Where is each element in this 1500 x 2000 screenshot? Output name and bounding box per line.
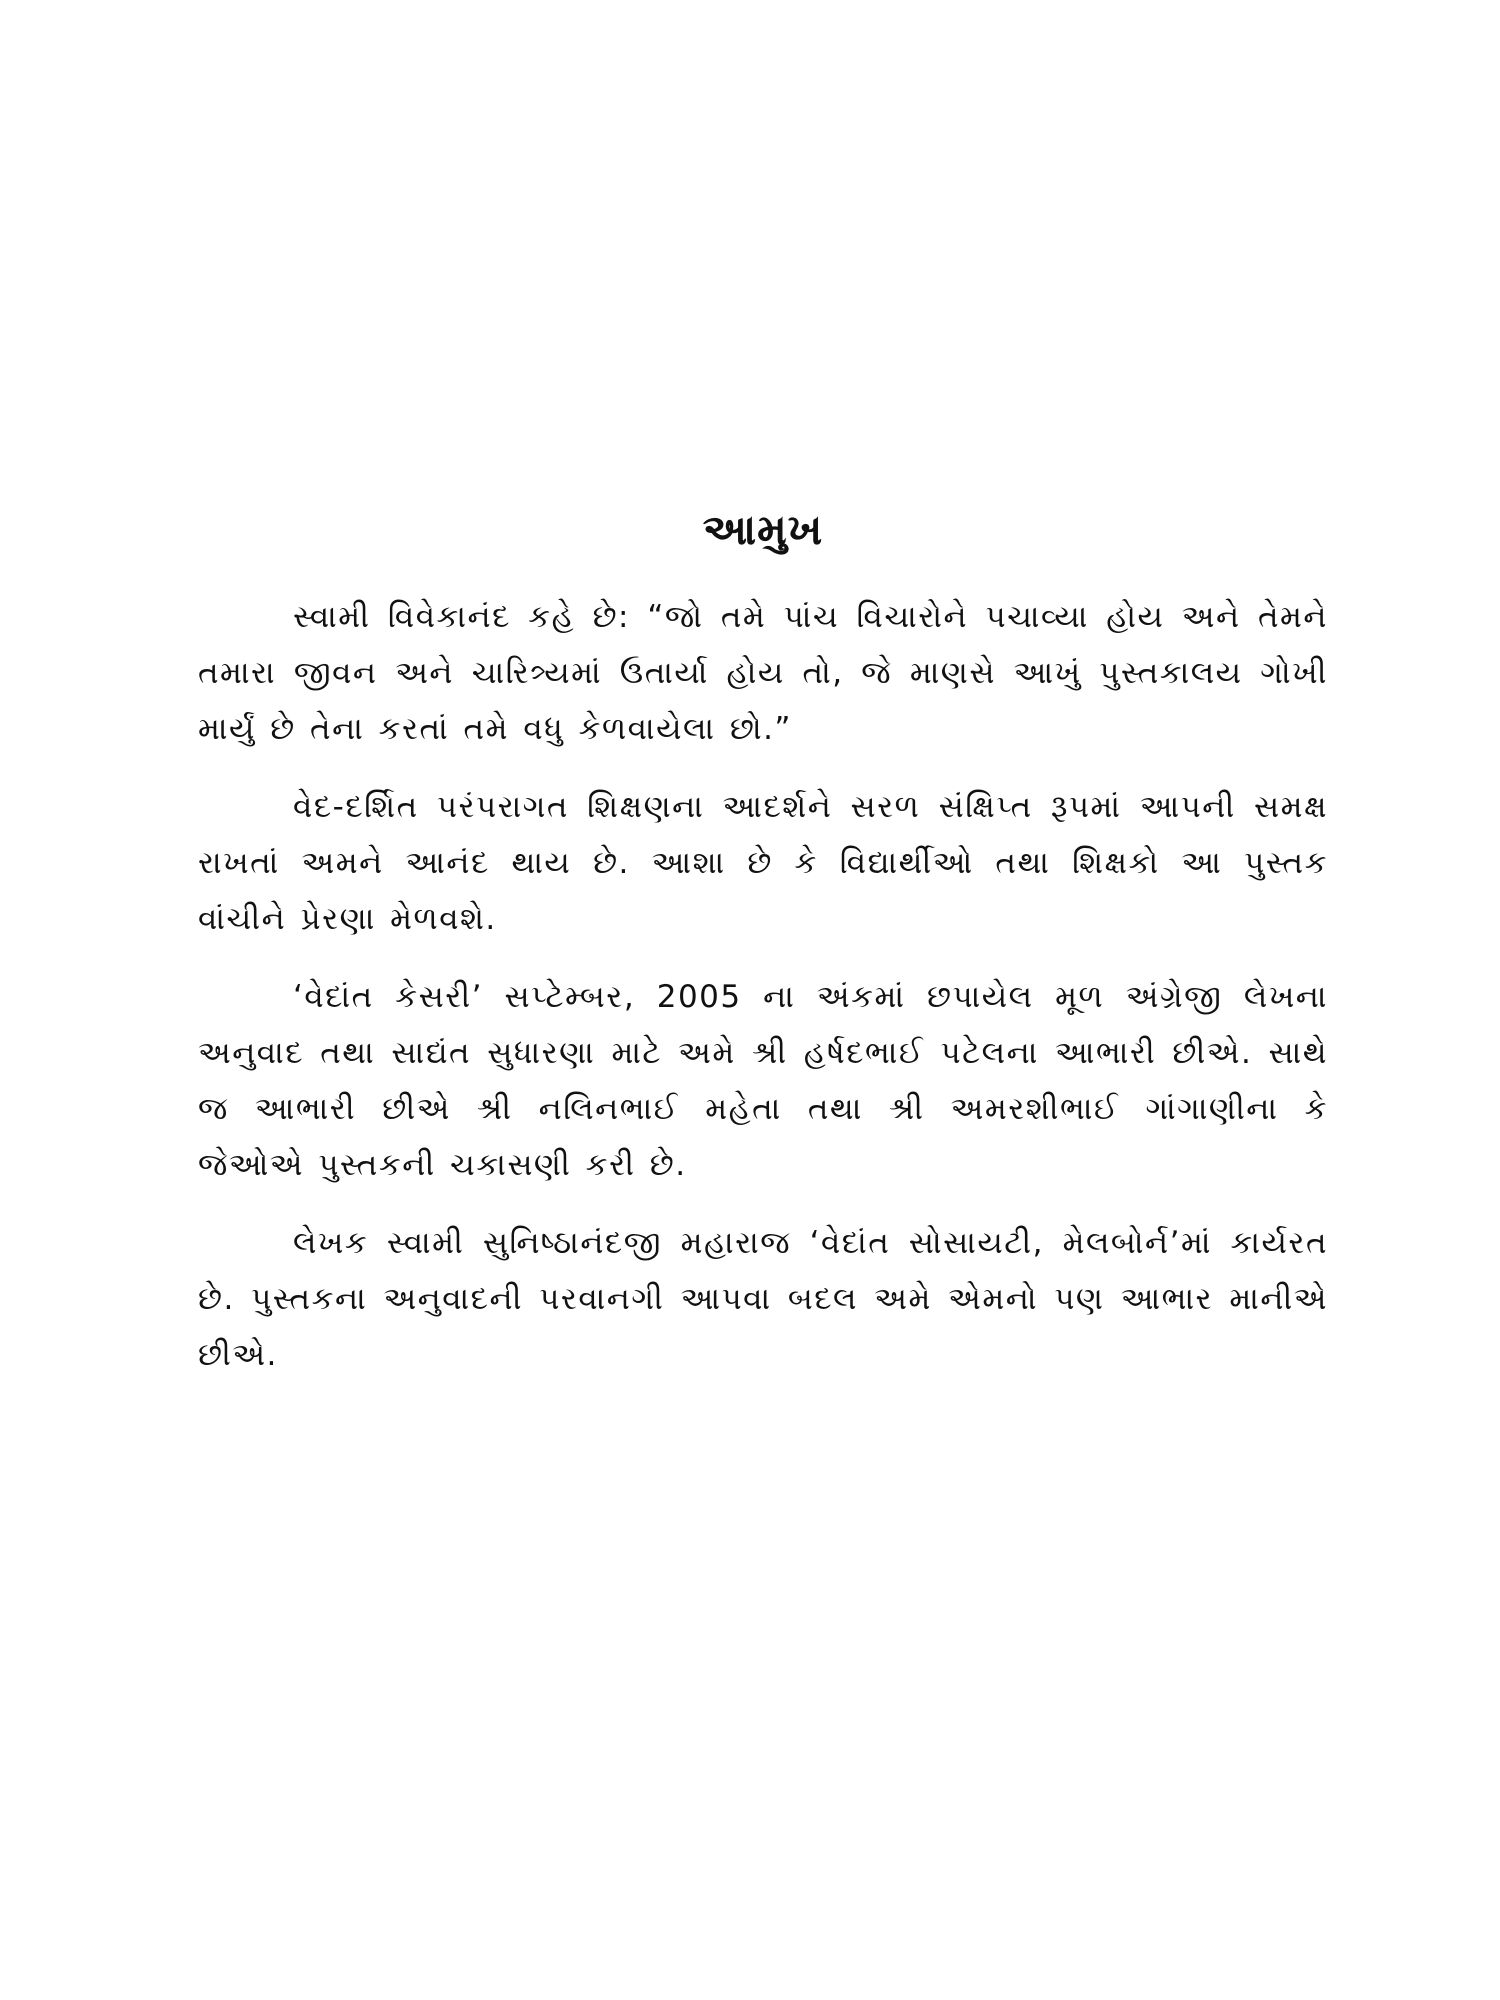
paragraph-acknowledgement: ‘વેદાંત કેસરી’ સપ્ટેમ્બર, 2005 ના અંકમાં છપાયેલ મૂળ અંગ્રેજી લેખના અનુવાદ તથા સાદ્યંત સુધારણા માટે અમે શ્રી હર્ષદભાઈ પટેલના આભારી છીએ. સાથે જ આભારી છીએ શ્રી નલિનભાઈ મહેતા તથા શ્રી અમરશીભાઈ ગાંગાણીના કે જેઓએ પુસ્તકની ચકાસણી કરી છે. [198,979,1328,1183]
paragraph-author-permission: લેખક સ્વામી સુનિષ્ઠાનંદજી મહારાજ ‘વેદાંત સોસાયટી, મેલબોર્ન’માં કાર્યરત છે. પુસ્તકના અનુવાદની પરવાનગી આપવા બદલ અમે એમનો પણ આભાર માનીએ છીએ. [198,1225,1328,1373]
preface-page [198,505,1328,1405]
paragraph-vivekananda-quote: સ્વામી વિવેકાનંદ કહે છે: “જો તમે પાંચ વિચારોને પચાવ્યા હોય અને તેમને તમારા જીવન અને ચારિત્ર્યમાં ઉતાર્યા હોય તો, જે માણસે આખું પુસ્તકાલય ગોખી માર્યું છે તેના કરતાં તમે વધુ કેળવાયેલા છો.” [198,599,1328,747]
paragraph-purpose: વેદ-દર્શિત પરંપરાગત શિક્ષણના આદર્શને સરળ સંક્ષિપ્ત રૂપમાં આપની સમક્ષ રાખતાં અમને આનંદ થાય છે. આશા છે કે વિદ્યાર્થીઓ તથા શિક્ષકો આ પુસ્તક વાંચીને પ્રેરણા મેળવશે. [198,789,1328,937]
page-title: આમુખ [702,505,824,554]
